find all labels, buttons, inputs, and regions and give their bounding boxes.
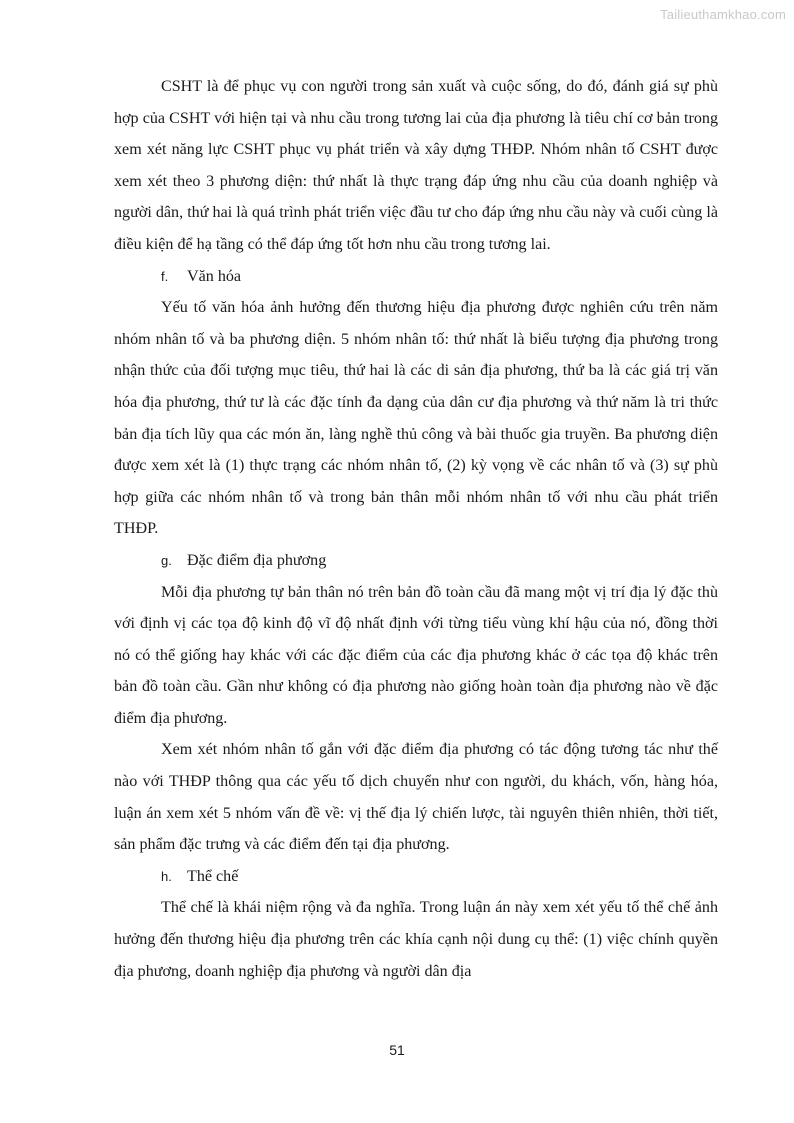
section-letter: f. (161, 268, 169, 284)
section-title: Văn hóa (187, 267, 242, 285)
page-number: 51 (389, 1042, 405, 1058)
document-body (114, 71, 718, 987)
section-letter: h. (161, 868, 172, 884)
paragraph-van-hoa: Yếu tố văn hóa ảnh hưởng đến thương hiệu địa phương được nghiên cứu trên năm nhóm nhân tố và ba phương diện. 5 nhóm nhân tố: thứ nhất là biểu tượng địa phương trong nhận thức của đối tượng mục tiêu, thứ hai là các di sản địa phương, thứ ba là các giá trị văn hóa địa phương, thứ tư là các đặc tính đa dạng của dân cư địa phương và thứ năm là tri thức bản địa tích lũy qua các món ăn, làng nghề thủ công và bài thuốc gia truyền. Ba phương diện được xem xét là (1) thực trạng các nhóm nhân tố, (2) kỳ vọng về các nhân tố và (3) sự phù hợp giữa các nhóm nhân tố và trong bản thân mỗi nhóm nhân tố với nhu cầu phát triển THĐP. (114, 299, 718, 538)
section-heading-dac-diem (114, 545, 718, 577)
section-letter: g. (161, 552, 172, 568)
paragraph-csht: CSHT là để phục vụ con người trong sản xuất và cuộc sống, do đó, đánh giá sự phù hợp của CSHT với hiện tại và nhu cầu trong tương lai của địa phương là tiêu chí cơ bản trong xem xét năng lực CSHT phục vụ phát triển và xây dựng THĐP. Nhóm nhân tố CSHT được xem xét theo 3 phương diện: thứ nhất là thực trạng đáp ứng nhu cầu của doanh nghiệp và người dân, thứ hai là quá trình phát triển việc đầu tư cho đáp ứng nhu cầu này và cuối cùng là điều kiện để hạ tầng có thể đáp ứng tốt hơn nhu cầu trong tương lai. (114, 78, 718, 253)
section-title: Đặc điểm địa phương (187, 551, 327, 569)
paragraph-dac-diem-2: Xem xét nhóm nhân tố gắn với đặc điểm địa phương có tác động tương tác như thế nào với THĐP thông qua các yếu tố dịch chuyển như con người, du khách, vốn, hàng hóa, luận án xem xét 5 nhóm vấn đề về: vị thế địa lý chiến lược, tài nguyên thiên nhiên, thời tiết, sản phẩm đặc trưng và các điểm đến tại địa phương. (114, 741, 718, 854)
section-title: Thể chế (187, 867, 239, 885)
paragraph-dac-diem-1: Mỗi địa phương tự bản thân nó trên bản đồ toàn cầu đã mang một vị trí địa lý đặc thù với định vị các tọa độ kinh độ vĩ độ nhất định với từng tiểu vùng khí hậu của nó, đồng thời nó có thể giống hay khác với các đặc điểm của các địa phương khác ở các tọa độ khác trên bản đồ toàn cầu. Gần như không có địa phương nào giống hoàn toàn địa phương nào về đặc điểm địa phương. (114, 583, 718, 727)
paragraph-the-che: Thể chế là khái niệm rộng và đa nghĩa. Trong luận án này xem xét yếu tố thể chế ảnh hưởng đến thương hiệu địa phương trên các khía cạnh nội dung cụ thể: (1) việc chính quyền địa phương, doanh nghiệp địa phương và người dân địa (114, 899, 718, 980)
section-heading-the-che (114, 861, 718, 893)
watermark: Tailieuthamkhao.com (660, 7, 786, 22)
section-heading-van-hoa (114, 261, 718, 293)
